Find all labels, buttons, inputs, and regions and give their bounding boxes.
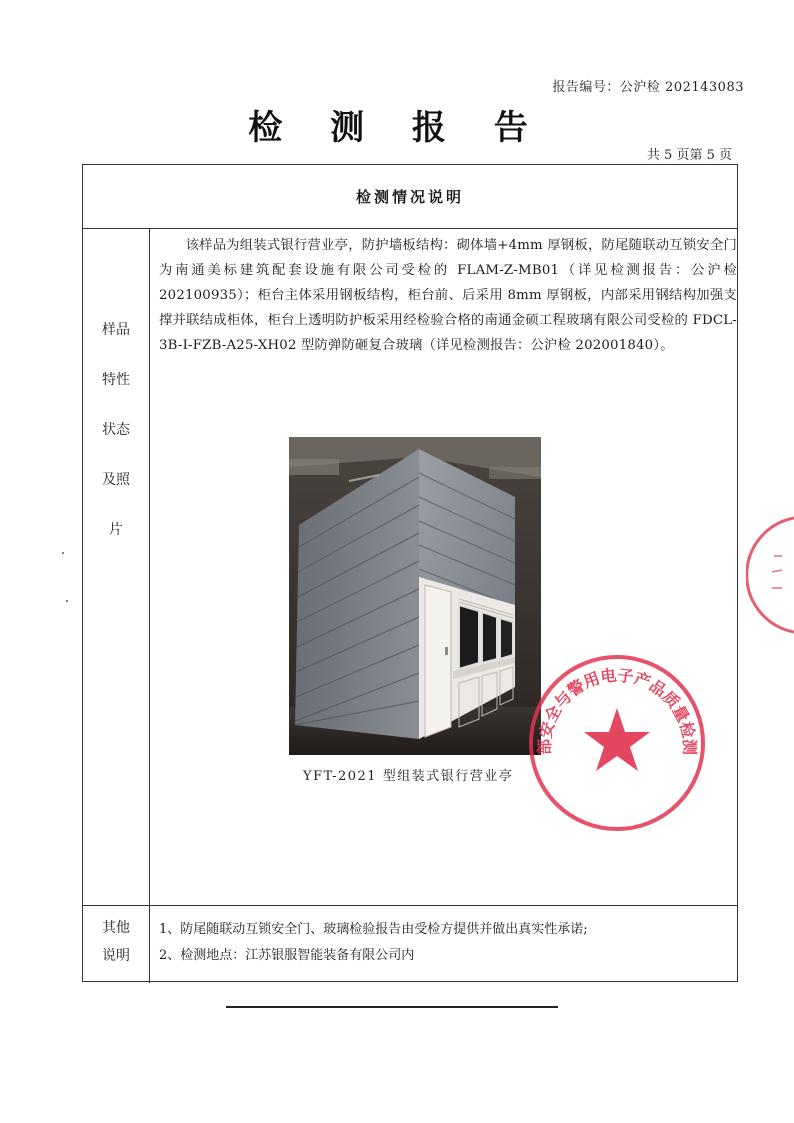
seal-arc-text: 部安全与警用电子产品质量检测 (534, 665, 700, 756)
report-table (82, 164, 738, 982)
note-item: 1、防尾随联动互锁安全门、玻璃检验报告由受检方提供并做出真实性承诺; (159, 922, 588, 937)
official-seal (522, 648, 712, 838)
scan-speck (66, 600, 68, 602)
sample-label-line: 及照 (102, 472, 130, 488)
edge-seal-fragment (746, 516, 794, 634)
photo-caption: YFT-2021 型组装式银行营业亭 (303, 769, 514, 784)
sample-label-line: 特性 (102, 372, 130, 388)
notes-list (159, 917, 737, 969)
sample-label-line: 片 (109, 522, 123, 538)
report-title: 检 测 报 告 (248, 108, 546, 148)
row-divider (83, 905, 737, 906)
scan-speck (62, 552, 64, 554)
sample-label-line: 状态 (102, 422, 130, 438)
report-number: 报告编号：公沪检 202143083 (552, 80, 744, 95)
sample-description: 该样品为组装式银行营业亭，防护墙板结构：砌体墙+4mm 厚钢板，防尾随联动互锁安全门为南通美标建筑配套设施有限公司受检的 FLAM-Z-MB01（详见检测报告：公沪检 202100935）；柜台主体采用钢板结构，柜台前、后采用 8mm 厚钢板，内部采用钢结构加强支撑并联结成柜体，柜台上透明防护板采用经检验合格的南通金硕工程玻璃有限公司受检的 FDCL-3B-I-FZB-A25-XH02 型防弹防砸复合玻璃（详见检测报告：公沪检 202001840）。 (159, 238, 737, 353)
sample-row-label (83, 319, 149, 539)
sample-label-line: 样品 (102, 322, 130, 338)
sample-photo (289, 437, 541, 755)
label-column-divider (149, 229, 150, 983)
note-item: 2、检测地点：江苏银服智能装备有限公司内 (159, 948, 415, 963)
bottom-rule (226, 1006, 558, 1008)
other-label-line: 其他 (102, 920, 130, 936)
other-label-line: 说明 (102, 948, 130, 964)
other-row-label (83, 917, 149, 965)
page-counter: 共 5 页第 5 页 (646, 148, 732, 163)
section-heading: 检测情况说明 (83, 165, 737, 229)
